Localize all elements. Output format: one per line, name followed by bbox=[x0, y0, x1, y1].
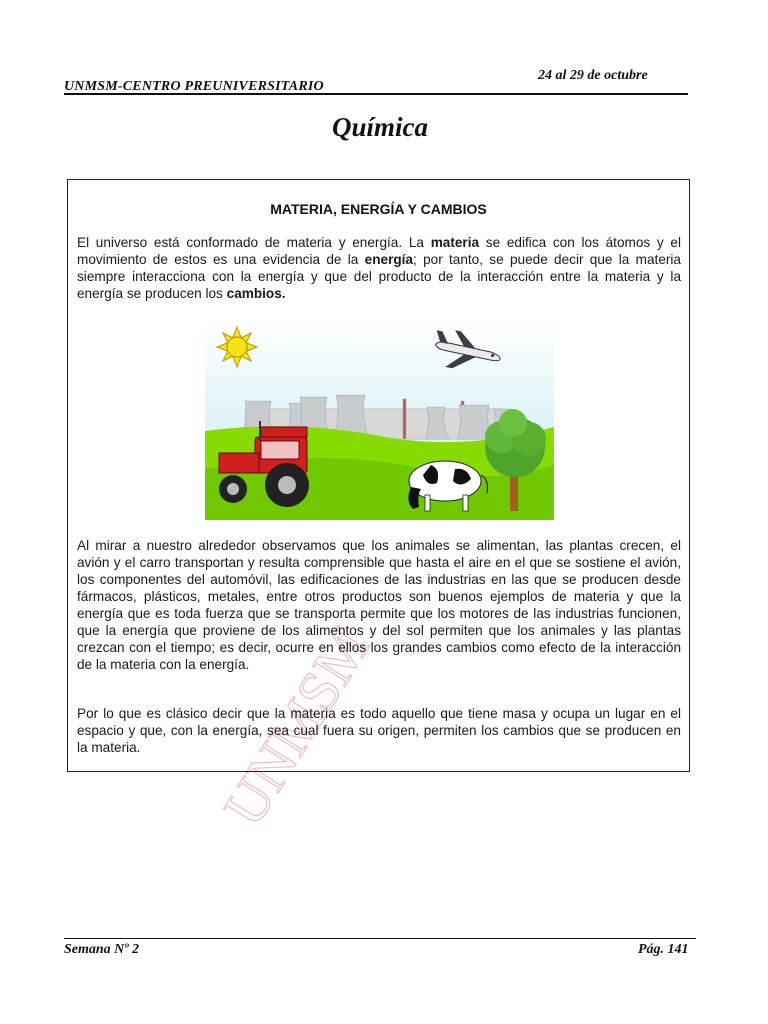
term-energia: energía bbox=[364, 252, 413, 267]
paragraph-examples: Al mirar a nuestro alrededor observamos que los animales se alimentan, las plantas crecen, el avión y el carro transportan y resulta comprensible que hasta el aire en el que se sostiene el avión, los componentes del automóvil, las edificaciones de las industrias en las que se producen desde fármacos, plásticos, metales, entre otros productos son buenos ejemplos de materia y que la energía que es toda fuerza que se transporta permite que los motores de las industrias funcionen, que la energía que proviene de los alimentos y del sol permiten que los animales y las plantas crezcan con el tiempo; es decir, ocurre en ellos los grandes cambios como efecto de la interacción de la materia con la energía. bbox=[77, 538, 681, 672]
paragraph-intro-text-d: ; por tanto, se puede decir que la materia siempre interacciona con la energía y que del producto de la interacción entre la materia y la energía se producen los bbox=[77, 252, 681, 301]
footer-rule bbox=[64, 938, 696, 939]
footer-week: Semana Nº 2 bbox=[64, 942, 139, 957]
term-cambios: cambios. bbox=[226, 286, 286, 301]
page-title: Química bbox=[331, 112, 428, 142]
sun-icon bbox=[217, 327, 257, 367]
paragraph-intro bbox=[77, 234, 681, 302]
paragraph-intro-text-a: El universo está conformado de materia y energía. La bbox=[77, 235, 431, 250]
header-rule bbox=[64, 93, 688, 95]
term-materia: materia bbox=[430, 235, 480, 250]
header-date: 24 al 29 de octubre bbox=[538, 68, 648, 83]
header-institution: UNMSM-CENTRO PREUNIVERSITARIO bbox=[64, 79, 324, 94]
footer-page-number: Pág. 141 bbox=[638, 942, 689, 957]
watermark-text: UNMSM bbox=[210, 616, 383, 837]
illustration bbox=[205, 319, 554, 520]
paragraph-conclusion: Por lo que es clásico decir que la materia es todo aquello que tiene masa y ocupa un lugar en el espacio y que, con la energía, sea cual fuera su origen, permiten los cambios que se producen en la materia. bbox=[77, 706, 681, 755]
section-heading: MATERIA, ENERGÍA Y CAMBIOS bbox=[270, 201, 487, 217]
paragraph-intro-text-c: se edifica con los átomos y el movimiento de estos es una evidencia de la bbox=[77, 235, 682, 267]
